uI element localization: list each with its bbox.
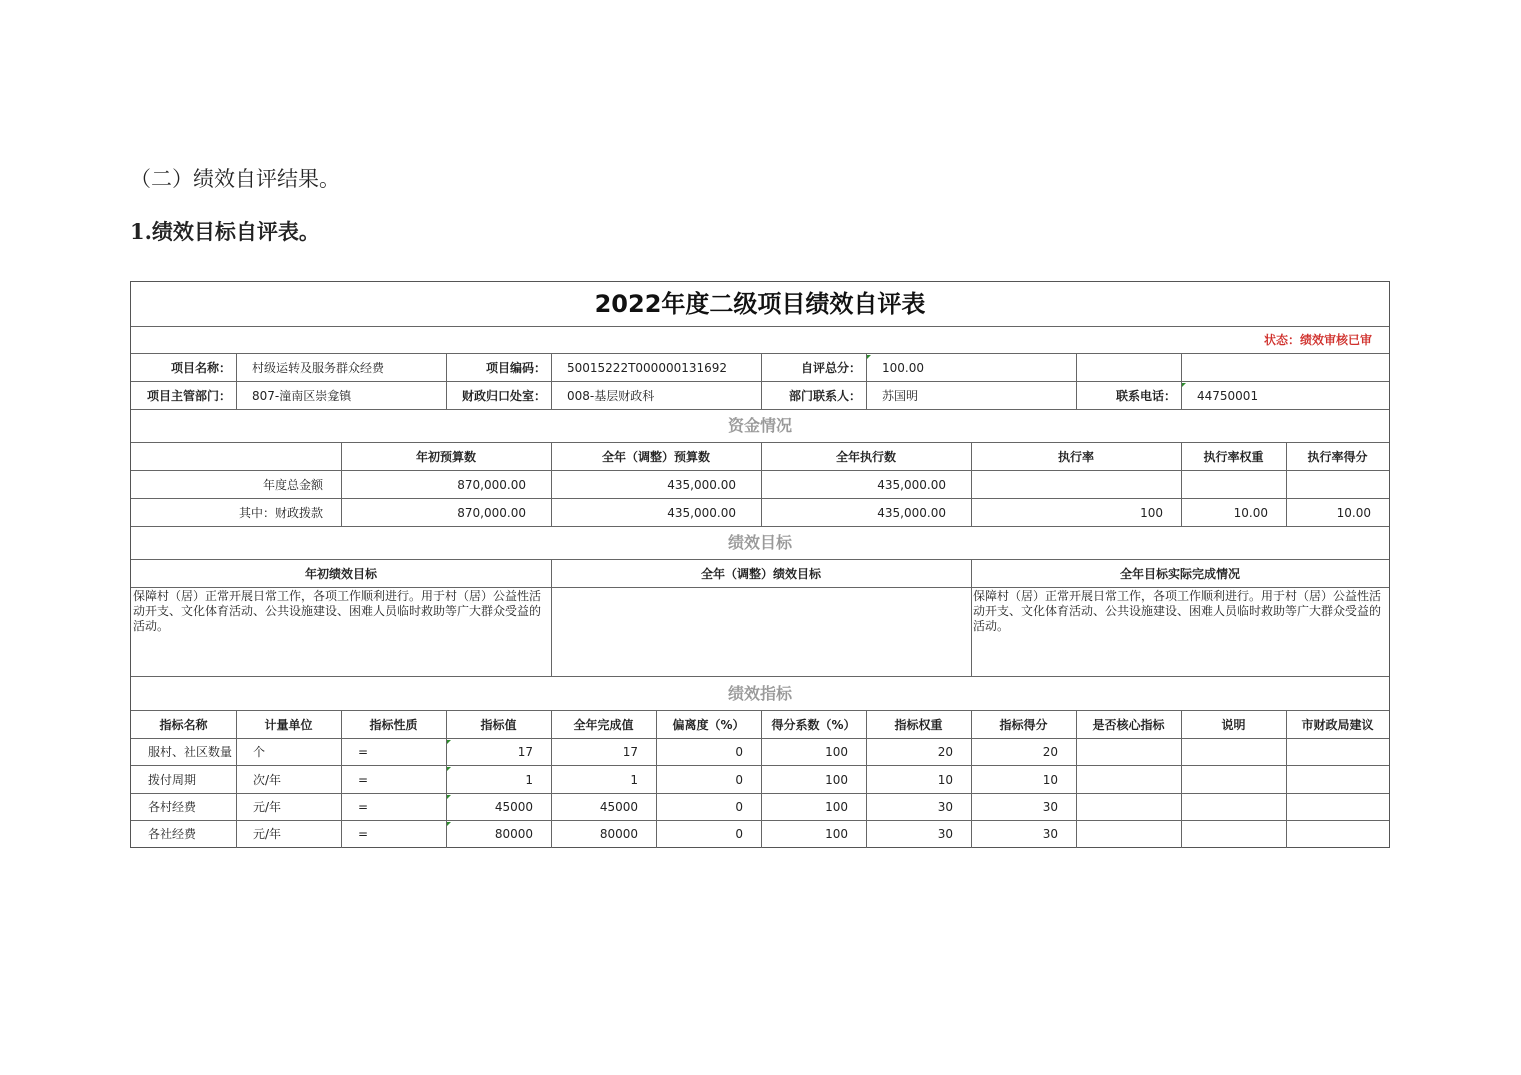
ind-cell-advice (1286, 766, 1389, 793)
funds-cell: 435,000.00 (877, 505, 946, 520)
ind-cell-target: 17 (446, 739, 551, 765)
funds-header-adjusted: 全年（调整）预算数 (601, 449, 710, 464)
ind-cell-actual: 45000 (599, 800, 638, 814)
ind-header: 指标名称 (159, 717, 208, 732)
score-value: 100.00 (866, 354, 1076, 381)
phone-value: 44750001 (1181, 382, 1389, 409)
ind-cell-note (1181, 794, 1286, 820)
ind-cell-target: 1 (446, 766, 551, 793)
funds-header-executed: 全年执行数 (835, 449, 896, 464)
funds-cell (1181, 471, 1286, 498)
funds-header-rate: 执行率 (1057, 449, 1094, 464)
ind-cell-note (1181, 821, 1286, 847)
project-code-label: 项目编码： (485, 360, 546, 375)
ind-header: 说明 (1221, 717, 1246, 732)
ind-header: 计量单位 (264, 717, 313, 732)
ind-header: 指标值 (480, 717, 517, 732)
ind-header: 指标权重 (894, 717, 943, 732)
funds-cell: 435,000.00 (667, 477, 736, 492)
goals-header-adjusted: 全年（调整）绩效目标 (700, 566, 821, 581)
ind-header: 偏离度（%） (672, 717, 745, 732)
ind-cell-coef: 100 (825, 772, 848, 787)
funds-row-label: 年度总金额 (262, 477, 323, 492)
ind-cell-name: 服村、社区数量 (148, 745, 233, 759)
ind-cell-deviation: 0 (735, 772, 743, 787)
ind-cell-note (1181, 739, 1286, 765)
table-title: 2022年度二级项目绩效自评表 (594, 290, 926, 318)
goals-header-actual: 全年目标实际完成情况 (1119, 566, 1240, 581)
ind-header: 是否核心指标 (1092, 717, 1165, 732)
ind-cell-core (1076, 794, 1181, 820)
ind-cell-weight: 20 (937, 745, 953, 759)
funds-cell (971, 471, 1181, 498)
ind-cell-target: 45000 (446, 794, 551, 820)
ind-cell-weight: 30 (937, 827, 953, 841)
ind-header: 全年完成值 (573, 717, 634, 732)
funds-cell: 435,000.00 (667, 505, 736, 520)
ind-cell-advice (1286, 794, 1389, 820)
ind-cell-score: 30 (1042, 827, 1058, 841)
funds-cell: 870,000.00 (457, 505, 526, 520)
funds-header-score: 执行率得分 (1307, 449, 1368, 464)
project-code-value: 50015222T000000131692 (567, 360, 728, 375)
funds-row-label: 其中：财政拨款 (238, 505, 323, 520)
ind-cell-target: 80000 (446, 821, 551, 847)
ind-cell-score: 20 (1042, 745, 1058, 759)
ind-cell-coef: 100 (825, 827, 848, 841)
status-badge: 状态：绩效审核已审 (1263, 332, 1372, 347)
funds-cell: 10.00 (1233, 505, 1268, 520)
finance-label: 财政归口处室： (461, 388, 546, 403)
ind-cell-name: 拨付周期 (148, 772, 197, 787)
contact-value: 苏国明 (882, 388, 919, 403)
ind-header: 得分系数（%） (771, 717, 856, 732)
section-heading: （二）绩效自评结果。 (130, 167, 340, 191)
ind-header: 市财政局建议 (1301, 717, 1374, 732)
score-label: 自评总分： (800, 360, 861, 375)
ind-cell-coef: 100 (825, 800, 848, 814)
goals-section-title: 绩效目标 (727, 533, 792, 552)
ind-header: 指标得分 (999, 717, 1048, 732)
dept-label: 项目主管部门： (146, 388, 231, 403)
phone-label: 联系电话： (1115, 388, 1176, 403)
funds-cell: 870,000.00 (457, 477, 526, 492)
ind-cell-unit: 个 (253, 745, 266, 759)
ind-cell-nature: = (358, 827, 369, 841)
ind-header: 指标性质 (369, 717, 418, 732)
funds-cell (1286, 471, 1389, 498)
ind-cell-nature: = (358, 800, 369, 814)
ind-cell-name: 各村经费 (148, 800, 197, 814)
ind-cell-deviation: 0 (735, 745, 743, 759)
goals-initial-text: 保障村（居）正常开展日常工作，各项工作顺利进行。用于村（居）公益性活动开支、文化体育活动、公共设施建设、困难人员临时救助等广大群众受益的活动。 (133, 589, 542, 633)
goals-adjusted-text (551, 588, 971, 676)
goals-actual-text: 保障村（居）正常开展日常工作，各项工作顺利进行。用于村（居）公益性活动开支、文化体育活动、公共设施建设、困难人员临时救助等广大群众受益的活动。 (973, 589, 1382, 633)
dept-value: 807-潼南区崇龛镇 (252, 388, 352, 403)
ind-cell-unit: 次/年 (253, 772, 282, 787)
funds-header-weight: 执行率权重 (1203, 449, 1264, 464)
funds-cell: 10.00 (1336, 505, 1371, 520)
ind-cell-actual: 17 (622, 745, 638, 759)
subsection-heading: 1.绩效目标自评表。 (130, 219, 320, 244)
ind-cell-weight: 10 (937, 772, 953, 787)
project-name-value: 村级运转及服务群众经费 (252, 360, 385, 375)
ind-cell-advice (1286, 821, 1389, 847)
ind-cell-coef: 100 (825, 745, 848, 759)
self-evaluation-table (130, 281, 1390, 848)
project-name-label: 项目名称： (170, 360, 231, 375)
indicators-section-title: 绩效指标 (727, 683, 792, 703)
ind-cell-name: 各社经费 (148, 827, 197, 841)
ind-cell-score: 10 (1042, 772, 1058, 787)
ind-cell-unit: 元/年 (253, 827, 282, 841)
ind-cell-deviation: 0 (735, 800, 743, 814)
goals-header-initial: 年初绩效目标 (304, 566, 377, 581)
funds-cell: 100 (1140, 505, 1163, 520)
ind-cell-core (1076, 766, 1181, 793)
ind-cell-advice (1286, 739, 1389, 765)
ind-cell-score: 30 (1042, 800, 1058, 814)
ind-cell-actual: 1 (630, 772, 638, 787)
ind-cell-note (1181, 766, 1286, 793)
funds-section-title: 资金情况 (727, 416, 792, 435)
ind-cell-nature: = (358, 745, 369, 759)
contact-label: 部门联系人： (788, 388, 861, 403)
ind-cell-deviation: 0 (735, 827, 743, 841)
funds-cell: 435,000.00 (877, 477, 946, 492)
finance-value: 008-基层财政科 (567, 388, 655, 403)
funds-header-initial: 年初预算数 (415, 449, 476, 464)
ind-cell-unit: 元/年 (253, 800, 282, 814)
ind-cell-nature: = (358, 772, 369, 787)
ind-cell-core (1076, 821, 1181, 847)
ind-cell-weight: 30 (937, 800, 953, 814)
ind-cell-actual: 80000 (599, 827, 638, 841)
ind-cell-core (1076, 739, 1181, 765)
